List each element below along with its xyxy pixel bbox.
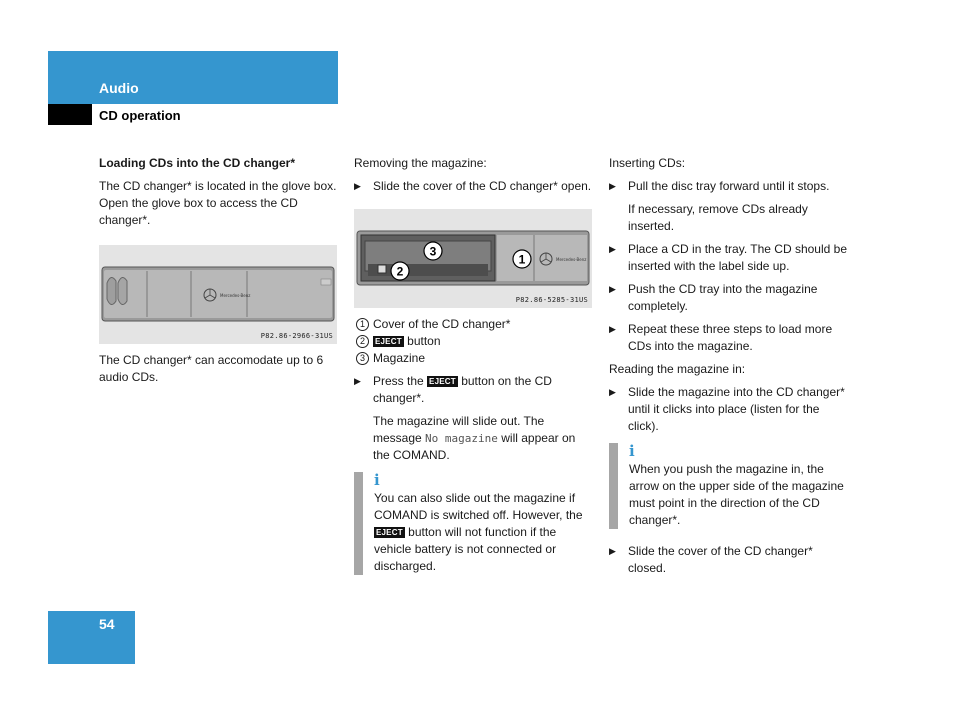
legend-item-1: 1 Cover of the CD changer* — [354, 316, 594, 333]
cd-changer-figure — [99, 245, 337, 344]
slide-out-text: The magazine will slide out. The message No magazine will appear on the COMAND. — [373, 414, 576, 462]
note-bar — [354, 472, 363, 575]
page-number: 54 — [99, 616, 115, 632]
column-3 — [609, 155, 849, 583]
brand-logo-text: Mercedes-Benz — [220, 293, 251, 298]
header-band — [48, 51, 338, 104]
step-slide-open: ▶ Slide the cover of the CD changer* open. — [354, 179, 592, 193]
inserting-heading: Inserting CDs: — [609, 156, 686, 170]
section-title: Audio — [99, 80, 139, 96]
info-icon: i — [629, 442, 635, 460]
capacity-text: The CD changer* can accomodate up to 6 audio CDs. — [99, 353, 324, 384]
arrow-right-icon: ▶ — [354, 376, 361, 386]
reading-heading: Reading the magazine in: — [609, 362, 746, 376]
removing-heading: Removing the magazine: — [354, 156, 487, 170]
info-note-eject: i You can also slide out the magazine if COMAND is switched off. However, the EJECT button will not function if the vehicle battery is not connected or discharged. — [354, 472, 594, 575]
brand-logo-text: Mercedes-Benz — [556, 257, 587, 262]
step-press-eject: ▶ Press the EJECT button on the CD changer*. — [354, 374, 552, 405]
arrow-right-icon: ▶ — [609, 181, 616, 191]
eject-button-icon: EJECT — [375, 337, 402, 346]
figure-code: P82.86-2966-31US — [260, 332, 333, 340]
magazine-figure — [354, 209, 592, 308]
section-marker — [48, 104, 92, 125]
step-pull-tray: ▶ Pull the disc tray forward until it stops. — [609, 179, 830, 193]
arrow-right-icon: ▶ — [609, 284, 616, 294]
callout-3: 3 — [429, 244, 437, 259]
step-place-cd: ▶ Place a CD in the tray. The CD should be inserted with the label side up. — [609, 242, 847, 273]
info-icon: i — [374, 471, 380, 489]
callout-1: 1 — [518, 252, 526, 267]
step-repeat: ▶ Repeat these three steps to load more CDs into the magazine. — [609, 322, 833, 353]
column-1 — [99, 155, 339, 392]
arrow-right-icon: ▶ — [609, 324, 616, 334]
magazine-illustration — [354, 209, 592, 308]
step-slide-in: ▶ Slide the magazine into the CD changer* until it clicks into place (listen for the click). — [609, 385, 845, 433]
page-number-band — [48, 611, 135, 664]
intro-text: The CD changer* is located in the glove box. Open the glove box to access the CD changer*. — [99, 179, 337, 227]
info-note-arrow: i When you push the magazine in, the arrow on the upper side of the magazine must point in the direction of the CD changer*. — [609, 443, 849, 529]
callout-2: 2 — [396, 264, 404, 279]
page-subtitle: CD operation — [99, 108, 181, 123]
remove-cds-text: If necessary, remove CDs already inserted. — [628, 202, 808, 233]
legend-item-2: 2 EJECT button — [354, 333, 594, 350]
step-push-tray: ▶ Push the CD tray into the magazine completely. — [609, 282, 818, 313]
step-slide-closed: ▶ Slide the cover of the CD changer* closed. — [609, 544, 813, 575]
arrow-right-icon: ▶ — [609, 546, 616, 556]
legend-item-3: 3 Magazine — [354, 350, 594, 367]
cd-changer-illustration — [99, 245, 337, 344]
note-bar — [609, 443, 618, 529]
arrow-right-icon: ▶ — [609, 244, 616, 254]
display-message: No magazine — [425, 432, 498, 445]
arrow-right-icon: ▶ — [354, 181, 361, 191]
column-2 — [354, 155, 594, 583]
eject-button-icon: EJECT — [376, 528, 403, 537]
figure-code: P82.86-5285-31US — [515, 296, 588, 304]
eject-button-icon: EJECT — [429, 377, 456, 386]
loading-heading: Loading CDs into the CD changer* — [99, 156, 296, 170]
arrow-right-icon: ▶ — [609, 387, 616, 397]
